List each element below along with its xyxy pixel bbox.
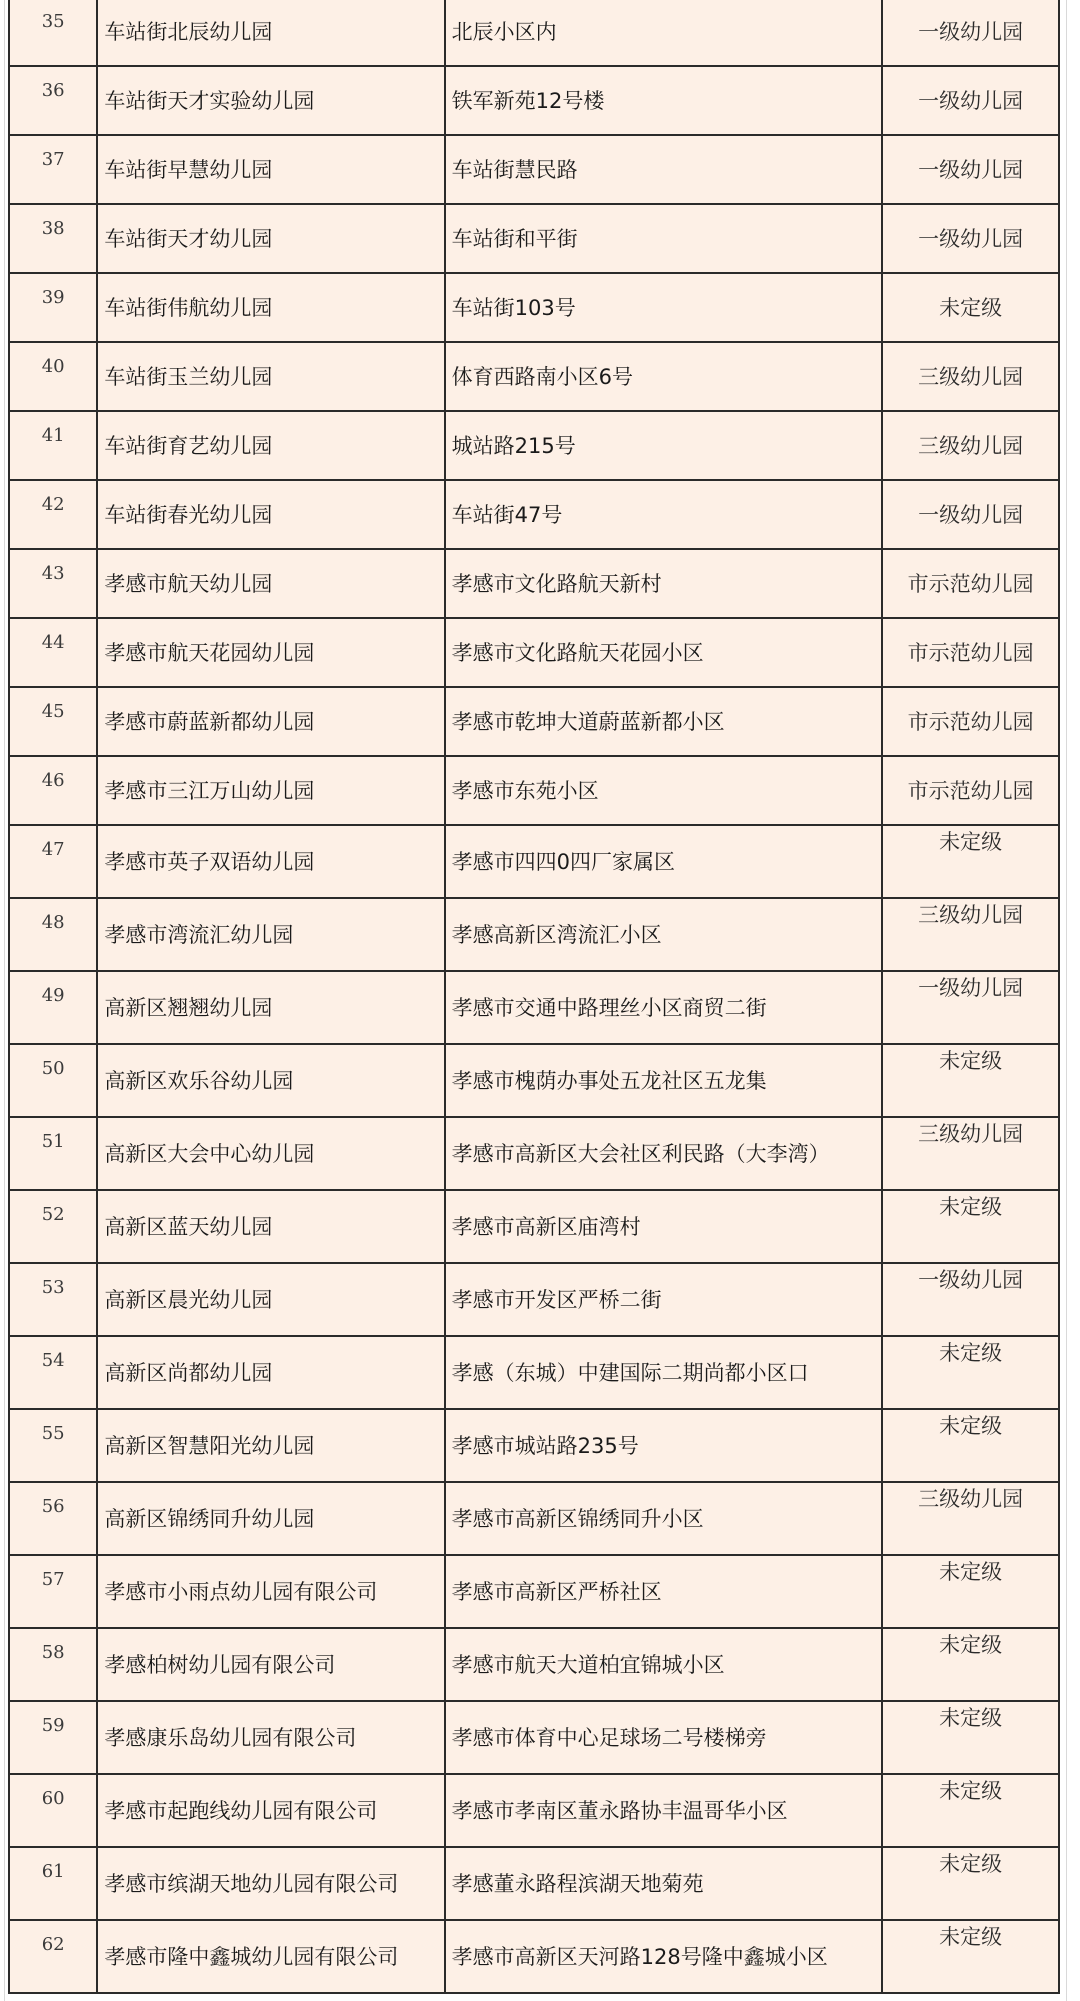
table-row — [9, 1117, 1059, 1190]
level-cell[interactable]: 未定级 — [882, 1628, 1059, 1701]
address-cell[interactable]: 孝感市东苑小区 — [445, 756, 883, 825]
level-cell[interactable]: 未定级 — [882, 825, 1059, 898]
table-row — [9, 1482, 1059, 1555]
address-cell[interactable]: 城站路215号 — [445, 411, 883, 480]
kindergarten-name-cell[interactable]: 车站街天才实验幼儿园 — [97, 66, 444, 135]
address-cell[interactable]: 孝感市高新区天河路128号隆中鑫城小区 — [445, 1920, 883, 1993]
row-number-cell[interactable] — [9, 135, 97, 204]
address-cell[interactable]: 孝感市孝南区董永路协丰温哥华小区 — [445, 1774, 883, 1847]
row-number: 48 — [41, 912, 65, 933]
row-number: 50 — [41, 1058, 65, 1079]
level-cell[interactable]: 一级幼儿园 — [882, 135, 1059, 204]
address-cell[interactable]: 孝感市槐荫办事处五龙社区五龙集 — [445, 1044, 883, 1117]
row-number: 49 — [41, 985, 65, 1006]
address-cell[interactable]: 孝感市开发区严桥二街 — [445, 1263, 883, 1336]
table-row — [9, 273, 1059, 342]
row-number-cell[interactable] — [9, 1847, 97, 1920]
row-number-cell[interactable] — [9, 1628, 97, 1701]
row-number: 56 — [41, 1496, 65, 1517]
row-number-cell[interactable] — [9, 1555, 97, 1628]
level-cell[interactable]: 未定级 — [882, 1336, 1059, 1409]
row-number-cell[interactable] — [9, 342, 97, 411]
level-cell[interactable]: 未定级 — [882, 1409, 1059, 1482]
kindergarten-name-cell[interactable]: 孝感市湾流汇幼儿园 — [97, 898, 444, 971]
table-row — [9, 1190, 1059, 1263]
kindergarten-name-cell[interactable]: 高新区晨光幼儿园 — [97, 1263, 444, 1336]
table-row — [9, 1701, 1059, 1774]
level-cell[interactable]: 未定级 — [882, 1774, 1059, 1847]
kindergarten-name-cell[interactable]: 车站街春光幼儿园 — [97, 480, 444, 549]
row-number-cell[interactable] — [9, 687, 97, 756]
level-cell[interactable]: 三级幼儿园 — [882, 342, 1059, 411]
table-row — [9, 342, 1059, 411]
kindergarten-name-cell[interactable]: 高新区锦绣同升幼儿园 — [97, 1482, 444, 1555]
table-row — [9, 1336, 1059, 1409]
address-cell[interactable]: 孝感市城站路235号 — [445, 1409, 883, 1482]
kindergarten-name-cell[interactable]: 孝感市英子双语幼儿园 — [97, 825, 444, 898]
row-number: 59 — [41, 1715, 65, 1736]
address-cell[interactable]: 孝感市体育中心足球场二号楼梯旁 — [445, 1701, 883, 1774]
level-cell[interactable]: 未定级 — [882, 1847, 1059, 1920]
row-number: 52 — [41, 1204, 65, 1225]
kindergarten-name-cell[interactable]: 高新区翘翘幼儿园 — [97, 971, 444, 1044]
level-cell[interactable]: 未定级 — [882, 1555, 1059, 1628]
row-number: 37 — [41, 149, 65, 170]
kindergarten-name-cell[interactable]: 孝感市起跑线幼儿园有限公司 — [97, 1774, 444, 1847]
row-number-cell[interactable] — [9, 756, 97, 825]
table-row — [9, 1774, 1059, 1847]
table-row — [9, 971, 1059, 1044]
level-cell[interactable]: 一级幼儿园 — [882, 66, 1059, 135]
kindergarten-name-cell[interactable]: 车站街天才幼儿园 — [97, 204, 444, 273]
kindergarten-name-cell[interactable]: 孝感市隆中鑫城幼儿园有限公司 — [97, 1920, 444, 1993]
table-row — [9, 687, 1059, 756]
row-number: 40 — [41, 356, 65, 377]
address-cell[interactable]: 车站街和平街 — [445, 204, 883, 273]
row-number-cell[interactable] — [9, 480, 97, 549]
row-number-cell[interactable] — [9, 66, 97, 135]
address-cell[interactable]: 体育西路南小区6号 — [445, 342, 883, 411]
row-number: 47 — [41, 839, 65, 860]
table-row — [9, 618, 1059, 687]
address-cell[interactable]: 孝感市四四0四厂家属区 — [445, 825, 883, 898]
kindergarten-name-cell[interactable]: 孝感市航天幼儿园 — [97, 549, 444, 618]
kindergarten-name-cell[interactable]: 车站街玉兰幼儿园 — [97, 342, 444, 411]
row-number: 54 — [41, 1350, 65, 1371]
address-cell[interactable]: 孝感市高新区大会社区利民路（大李湾） — [445, 1117, 883, 1190]
sheet-gridline — [1066, 0, 1067, 2001]
table-row — [9, 1409, 1059, 1482]
table-row — [9, 1044, 1059, 1117]
sheet-gridline — [4, 0, 5, 2001]
row-number-cell[interactable] — [9, 825, 97, 898]
row-number: 44 — [41, 632, 65, 653]
row-number-cell[interactable] — [9, 411, 97, 480]
address-cell[interactable]: 孝感市高新区严桥社区 — [445, 1555, 883, 1628]
level-cell[interactable]: 市示范幼儿园 — [882, 618, 1059, 687]
row-number-cell[interactable] — [9, 1409, 97, 1482]
row-number: 62 — [41, 1934, 65, 1955]
row-number-cell[interactable] — [9, 1701, 97, 1774]
row-number-cell[interactable] — [9, 0, 97, 66]
address-cell[interactable]: 孝感市交通中路理丝小区商贸二街 — [445, 971, 883, 1044]
address-cell[interactable]: 孝感董永路程滨湖天地菊苑 — [445, 1847, 883, 1920]
kindergarten-name-cell[interactable]: 孝感市缤湖天地幼儿园有限公司 — [97, 1847, 444, 1920]
table-row — [9, 66, 1059, 135]
row-number-cell[interactable] — [9, 1263, 97, 1336]
table-row — [9, 1920, 1059, 1993]
kindergarten-name-cell[interactable]: 车站街伟航幼儿园 — [97, 273, 444, 342]
row-number-cell[interactable] — [9, 273, 97, 342]
row-number: 39 — [41, 287, 65, 308]
kindergarten-name-cell[interactable]: 高新区尚都幼儿园 — [97, 1336, 444, 1409]
kindergarten-name-cell[interactable]: 孝感市小雨点幼儿园有限公司 — [97, 1555, 444, 1628]
kindergarten-name-cell[interactable]: 孝感市三江万山幼儿园 — [97, 756, 444, 825]
row-number-cell[interactable] — [9, 1482, 97, 1555]
row-number: 46 — [41, 770, 65, 791]
kindergarten-name-cell[interactable]: 高新区欢乐谷幼儿园 — [97, 1044, 444, 1117]
level-cell[interactable]: 一级幼儿园 — [882, 204, 1059, 273]
row-number-cell[interactable] — [9, 1190, 97, 1263]
address-cell[interactable]: 北辰小区内 — [445, 0, 883, 66]
table-row — [9, 898, 1059, 971]
level-cell[interactable]: 未定级 — [882, 273, 1059, 342]
level-cell[interactable]: 市示范幼儿园 — [882, 687, 1059, 756]
table-row — [9, 825, 1059, 898]
level-cell[interactable]: 一级幼儿园 — [882, 971, 1059, 1044]
kindergarten-name-cell[interactable]: 孝感市航天花园幼儿园 — [97, 618, 444, 687]
row-number-cell[interactable] — [9, 1117, 97, 1190]
table-row — [9, 1628, 1059, 1701]
row-number: 61 — [41, 1861, 65, 1882]
table-row — [9, 1555, 1059, 1628]
address-cell[interactable]: 车站街103号 — [445, 273, 883, 342]
kindergarten-name-cell[interactable]: 车站街北辰幼儿园 — [97, 0, 444, 66]
table-body — [9, 0, 1059, 1993]
table-row — [9, 0, 1059, 66]
table-row — [9, 135, 1059, 204]
address-cell[interactable]: 孝感市航天大道柏宜锦城小区 — [445, 1628, 883, 1701]
row-number-cell[interactable] — [9, 549, 97, 618]
table-row — [9, 204, 1059, 273]
level-cell[interactable]: 一级幼儿园 — [882, 0, 1059, 66]
kindergarten-name-cell[interactable]: 孝感市蔚蓝新都幼儿园 — [97, 687, 444, 756]
kindergarten-name-cell[interactable]: 孝感康乐岛幼儿园有限公司 — [97, 1701, 444, 1774]
row-number-cell[interactable] — [9, 1920, 97, 1993]
kindergarten-name-cell[interactable]: 高新区智慧阳光幼儿园 — [97, 1409, 444, 1482]
row-number: 51 — [41, 1131, 65, 1152]
level-cell[interactable]: 三级幼儿园 — [882, 1482, 1059, 1555]
row-number-cell[interactable] — [9, 204, 97, 273]
level-cell[interactable]: 三级幼儿园 — [882, 411, 1059, 480]
kindergarten-table — [8, 0, 1060, 1994]
address-cell[interactable]: 车站街慧民路 — [445, 135, 883, 204]
address-cell[interactable]: 孝感市文化路航天新村 — [445, 549, 883, 618]
row-number: 41 — [41, 425, 65, 446]
address-cell[interactable]: 铁军新苑12号楼 — [445, 66, 883, 135]
level-cell[interactable]: 一级幼儿园 — [882, 1263, 1059, 1336]
address-cell[interactable]: 孝感市高新区锦绣同升小区 — [445, 1482, 883, 1555]
level-cell[interactable]: 未定级 — [882, 1190, 1059, 1263]
row-number-cell[interactable] — [9, 1044, 97, 1117]
level-cell[interactable]: 三级幼儿园 — [882, 1117, 1059, 1190]
level-cell[interactable]: 一级幼儿园 — [882, 480, 1059, 549]
level-cell[interactable]: 未定级 — [882, 1701, 1059, 1774]
table-row — [9, 756, 1059, 825]
row-number: 60 — [41, 1788, 65, 1809]
row-number: 38 — [41, 218, 65, 239]
table-row — [9, 1263, 1059, 1336]
address-cell[interactable]: 车站街47号 — [445, 480, 883, 549]
row-number: 58 — [41, 1642, 65, 1663]
table-row — [9, 480, 1059, 549]
row-number: 53 — [41, 1277, 65, 1298]
row-number: 42 — [41, 494, 65, 515]
table-row — [9, 411, 1059, 480]
row-number: 57 — [41, 1569, 65, 1590]
address-cell[interactable]: 孝感市高新区庙湾村 — [445, 1190, 883, 1263]
kindergarten-name-cell[interactable]: 孝感柏树幼儿园有限公司 — [97, 1628, 444, 1701]
kindergarten-name-cell[interactable]: 车站街早慧幼儿园 — [97, 135, 444, 204]
address-cell[interactable]: 孝感市乾坤大道蔚蓝新都小区 — [445, 687, 883, 756]
row-number-cell[interactable] — [9, 971, 97, 1044]
address-cell[interactable]: 孝感（东城）中建国际二期尚都小区口 — [445, 1336, 883, 1409]
row-number-cell[interactable] — [9, 898, 97, 971]
row-number: 43 — [41, 563, 65, 584]
level-cell[interactable]: 未定级 — [882, 1044, 1059, 1117]
row-number: 36 — [41, 80, 65, 101]
kindergarten-name-cell[interactable]: 高新区蓝天幼儿园 — [97, 1190, 444, 1263]
level-cell[interactable]: 市示范幼儿园 — [882, 549, 1059, 618]
row-number-cell[interactable] — [9, 618, 97, 687]
kindergarten-name-cell[interactable]: 车站街育艺幼儿园 — [97, 411, 444, 480]
table-row — [9, 549, 1059, 618]
level-cell[interactable]: 未定级 — [882, 1920, 1059, 1993]
row-number: 35 — [41, 11, 65, 32]
row-number: 55 — [41, 1423, 65, 1444]
row-number-cell[interactable] — [9, 1336, 97, 1409]
row-number-cell[interactable] — [9, 1774, 97, 1847]
level-cell[interactable]: 三级幼儿园 — [882, 898, 1059, 971]
table-row — [9, 1847, 1059, 1920]
row-number: 45 — [41, 701, 65, 722]
address-cell[interactable]: 孝感高新区湾流汇小区 — [445, 898, 883, 971]
address-cell[interactable]: 孝感市文化路航天花园小区 — [445, 618, 883, 687]
level-cell[interactable]: 市示范幼儿园 — [882, 756, 1059, 825]
kindergarten-name-cell[interactable]: 高新区大会中心幼儿园 — [97, 1117, 444, 1190]
